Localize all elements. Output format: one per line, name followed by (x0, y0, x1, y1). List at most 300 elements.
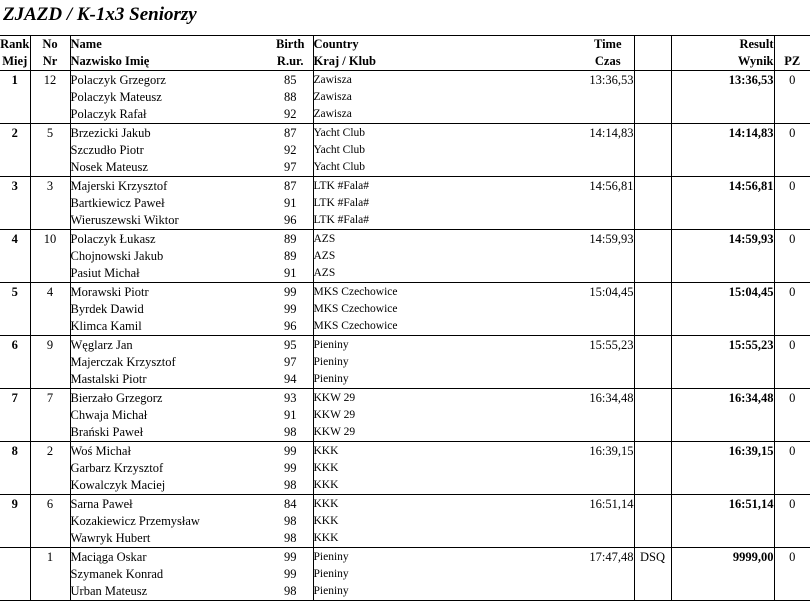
birth-year-cell: 95 (268, 336, 313, 355)
team-member-row (0, 424, 810, 442)
club-cell: Pieniny (313, 548, 522, 567)
start-number-cell (30, 354, 70, 371)
status-cell (634, 142, 671, 159)
rank-cell (0, 371, 30, 389)
club-cell: Pieniny (313, 583, 522, 601)
rank-cell (0, 301, 30, 318)
status-cell (634, 477, 671, 495)
club-cell: KKW 29 (313, 389, 522, 408)
result-cell (671, 583, 774, 601)
status-cell (634, 566, 671, 583)
athlete-name-cell: Garbarz Krzysztof (70, 461, 164, 475)
club-cell: KKK (313, 479, 339, 491)
time-cell (522, 583, 634, 601)
result-cell: 15:04,45 (671, 283, 774, 302)
start-number-cell (30, 301, 70, 318)
birth-year-cell: 91 (268, 407, 313, 424)
start-number-cell: 6 (30, 495, 70, 514)
rank-cell (0, 354, 30, 371)
start-number-cell (30, 195, 70, 212)
penalty-cell: 0 (774, 124, 810, 143)
status-cell (634, 513, 671, 530)
athlete-name-cell: Polaczyk Łukasz (70, 230, 268, 249)
status-cell (634, 248, 671, 265)
penalty-cell (774, 195, 810, 212)
club-cell: Yacht Club (313, 161, 366, 173)
header-row (0, 36, 810, 71)
start-number-cell: 1 (30, 548, 70, 567)
birth-year-cell: 99 (268, 460, 313, 477)
rank-cell: 2 (0, 124, 30, 143)
penalty-cell (774, 159, 810, 177)
penalty-cell (774, 265, 810, 283)
start-number-cell: 12 (30, 71, 70, 90)
athlete-name-cell: Polaczyk Rafał (70, 107, 147, 121)
athlete-name-cell: Nosek Mateusz (70, 160, 148, 174)
club-cell: MKS Czechowice (313, 320, 398, 332)
athlete-name-cell: Pasiut Michał (70, 266, 140, 280)
result-cell: 13:36,53 (671, 71, 774, 90)
status-cell (634, 283, 671, 302)
team-member-row (0, 265, 810, 283)
time-cell (522, 159, 634, 177)
birth-year-cell: 89 (268, 248, 313, 265)
team-member-row (0, 124, 810, 143)
athlete-name-cell: Majerski Krzysztof (70, 177, 268, 196)
athlete-name-cell: Węglarz Jan (70, 336, 268, 355)
team-member-row (0, 71, 810, 90)
header-status (634, 36, 671, 71)
start-number-cell (30, 477, 70, 495)
team-member-row (0, 142, 810, 159)
result-cell (671, 248, 774, 265)
result-cell (671, 318, 774, 336)
birth-year-cell: 96 (268, 318, 313, 336)
penalty-cell (774, 477, 810, 495)
birth-year-cell: 88 (268, 89, 313, 106)
rank-cell (0, 513, 30, 530)
athlete-name-cell: Mastalski Piotr (70, 372, 147, 386)
status-cell (634, 106, 671, 124)
result-cell (671, 106, 774, 124)
time-cell (522, 477, 634, 495)
result-cell (671, 460, 774, 477)
penalty-cell (774, 583, 810, 601)
result-cell (671, 477, 774, 495)
athlete-name-cell: Kozakiewicz Przemysław (70, 514, 200, 528)
start-number-cell (30, 371, 70, 389)
team-member-row (0, 177, 810, 196)
birth-year-cell: 87 (268, 177, 313, 196)
athlete-name-cell: Chojnowski Jakub (70, 249, 164, 263)
status-cell (634, 89, 671, 106)
athlete-name-cell: Majerczak Krzysztof (70, 355, 176, 369)
time-cell (522, 301, 634, 318)
start-number-cell (30, 212, 70, 230)
club-cell: Pieniny (313, 568, 349, 580)
result-cell (671, 212, 774, 230)
status-cell (634, 159, 671, 177)
club-cell: Pieniny (313, 356, 349, 368)
results-body (0, 71, 810, 601)
status-cell (634, 265, 671, 283)
status-cell (634, 460, 671, 477)
result-cell (671, 89, 774, 106)
club-cell: KKK (313, 495, 522, 514)
result-cell (671, 195, 774, 212)
status-cell (634, 371, 671, 389)
club-cell: MKS Czechowice (313, 283, 522, 302)
header-pz: PZ (784, 54, 801, 68)
time-cell: 14:56,81 (522, 177, 634, 196)
birth-year-cell: 84 (268, 495, 313, 514)
time-cell (522, 371, 634, 389)
start-number-cell (30, 142, 70, 159)
rank-cell: 6 (0, 336, 30, 355)
penalty-cell: 0 (774, 336, 810, 355)
club-cell: AZS (313, 230, 522, 249)
time-cell (522, 248, 634, 265)
birth-year-cell: 92 (268, 106, 313, 124)
penalty-cell (774, 354, 810, 371)
start-number-cell (30, 159, 70, 177)
penalty-cell (774, 212, 810, 230)
team-member-row (0, 230, 810, 249)
result-cell: 14:59,93 (671, 230, 774, 249)
status-cell (634, 124, 671, 143)
rank-cell: 7 (0, 389, 30, 408)
status-cell (634, 301, 671, 318)
result-cell (671, 371, 774, 389)
rank-cell (0, 212, 30, 230)
athlete-name-cell: Urban Mateusz (70, 583, 268, 601)
start-number-cell (30, 583, 70, 601)
club-cell: AZS (313, 250, 336, 262)
team-member-row (0, 159, 810, 177)
time-cell (522, 142, 634, 159)
header-rank: Rank Miej (0, 36, 30, 71)
penalty-cell (774, 513, 810, 530)
team-member-row (0, 513, 810, 530)
result-cell: 9999,00 (671, 548, 774, 567)
athlete-name-cell: Polaczyk Mateusz (70, 90, 162, 104)
athlete-name-cell: Byrdek Dawid (70, 302, 144, 316)
birth-year-cell: 99 (268, 442, 313, 461)
penalty-cell (774, 424, 810, 442)
time-cell (522, 407, 634, 424)
time-cell (522, 354, 634, 371)
result-cell (671, 354, 774, 371)
birth-year-cell: 97 (268, 354, 313, 371)
result-cell: 14:56,81 (671, 177, 774, 196)
status-cell (634, 212, 671, 230)
team-member-row (0, 354, 810, 371)
birth-year-cell: 91 (268, 195, 313, 212)
rank-cell (0, 159, 30, 177)
start-number-cell: 5 (30, 124, 70, 143)
birth-year-cell: 96 (268, 212, 313, 230)
status-cell (634, 354, 671, 371)
rank-cell: 5 (0, 283, 30, 302)
status-cell (634, 71, 671, 90)
start-number-cell (30, 407, 70, 424)
team-member-row (0, 442, 810, 461)
club-cell: LTK #Fala# (313, 214, 369, 226)
athlete-name-cell: Szymanek Konrad (70, 567, 164, 581)
penalty-cell: 0 (774, 177, 810, 196)
penalty-cell: 0 (774, 389, 810, 408)
start-number-cell (30, 566, 70, 583)
penalty-cell (774, 301, 810, 318)
penalty-cell: 0 (774, 230, 810, 249)
club-cell: Yacht Club (313, 144, 366, 156)
time-cell (522, 513, 634, 530)
team-member-row (0, 389, 810, 408)
birth-year-cell: 87 (268, 124, 313, 143)
birth-year-cell: 98 (268, 424, 313, 442)
start-number-cell (30, 513, 70, 530)
athlete-name-cell: Sarna Paweł (70, 495, 268, 514)
result-cell: 14:14,83 (671, 124, 774, 143)
rank-cell (0, 89, 30, 106)
rank-cell (0, 548, 30, 567)
result-cell (671, 407, 774, 424)
team-member-row (0, 89, 810, 106)
athlete-name-cell: Polaczyk Grzegorz (70, 71, 268, 90)
team-member-row (0, 477, 810, 495)
start-number-cell (30, 318, 70, 336)
result-cell (671, 142, 774, 159)
result-cell: 16:34,48 (671, 389, 774, 408)
time-cell (522, 424, 634, 442)
status-cell (634, 583, 671, 601)
club-cell: KKK (313, 515, 339, 527)
start-number-cell (30, 424, 70, 442)
team-member-row (0, 407, 810, 424)
status-cell (634, 336, 671, 355)
rank-cell (0, 142, 30, 159)
start-number-cell: 10 (30, 230, 70, 249)
header-time: Time Czas (522, 36, 634, 71)
result-cell (671, 513, 774, 530)
rank-cell (0, 566, 30, 583)
athlete-name-cell: Szczudło Piotr (70, 143, 144, 157)
time-cell (522, 530, 634, 548)
result-cell: 16:51,14 (671, 495, 774, 514)
status-cell (634, 318, 671, 336)
start-number-cell (30, 89, 70, 106)
birth-year-cell: 92 (268, 142, 313, 159)
club-cell: LTK #Fala# (313, 197, 369, 209)
rank-cell: 9 (0, 495, 30, 514)
status-cell: DSQ (634, 548, 671, 567)
club-cell: LTK #Fala# (313, 177, 522, 196)
start-number-cell: 7 (30, 389, 70, 408)
page-title: ZJAZD / K-1x3 Seniorzy (3, 4, 197, 25)
club-cell: Zawisza (313, 91, 352, 103)
start-number-cell (30, 530, 70, 548)
penalty-cell: 0 (774, 71, 810, 90)
penalty-cell (774, 566, 810, 583)
birth-year-cell: 99 (268, 283, 313, 302)
birth-year-cell: 98 (268, 513, 313, 530)
team-member-row (0, 195, 810, 212)
penalty-cell (774, 89, 810, 106)
result-cell (671, 530, 774, 548)
team-member-row (0, 566, 810, 583)
penalty-cell (774, 318, 810, 336)
time-cell: 15:04,45 (522, 283, 634, 302)
club-cell: Zawisza (313, 71, 522, 90)
birth-year-cell: 89 (268, 230, 313, 249)
start-number-cell: 2 (30, 442, 70, 461)
athlete-name-cell: Wawryk Hubert (70, 531, 151, 545)
status-cell (634, 389, 671, 408)
result-cell (671, 566, 774, 583)
club-cell: Yacht Club (313, 124, 522, 143)
rank-cell (0, 424, 30, 442)
start-number-cell (30, 265, 70, 283)
time-cell: 15:55,23 (522, 336, 634, 355)
time-cell (522, 318, 634, 336)
team-member-row (0, 106, 810, 124)
time-cell (522, 212, 634, 230)
rank-cell (0, 407, 30, 424)
start-number-cell: 9 (30, 336, 70, 355)
club-cell: Pieniny (313, 336, 522, 355)
penalty-cell: 0 (774, 495, 810, 514)
team-member-row (0, 460, 810, 477)
status-cell (634, 530, 671, 548)
result-cell (671, 424, 774, 442)
rank-cell (0, 265, 30, 283)
result-cell: 15:55,23 (671, 336, 774, 355)
rank-cell (0, 530, 30, 548)
result-cell (671, 159, 774, 177)
penalty-cell (774, 371, 810, 389)
start-number-cell (30, 248, 70, 265)
status-cell (634, 195, 671, 212)
team-member-row (0, 248, 810, 265)
rank-cell (0, 477, 30, 495)
header-country: Country Kraj / Klub (313, 37, 377, 68)
club-cell: KKW 29 (313, 426, 356, 438)
team-member-row (0, 212, 810, 230)
rank-cell: 1 (0, 71, 30, 90)
start-number-cell: 4 (30, 283, 70, 302)
penalty-cell: 0 (774, 548, 810, 567)
header-result: Result Wynik (671, 36, 774, 71)
result-cell (671, 265, 774, 283)
club-cell: KKK (313, 532, 339, 544)
birth-year-cell: 99 (268, 548, 313, 567)
header-no: No Nr (30, 36, 70, 71)
athlete-name-cell: Wieruszewski Wiktor (70, 213, 179, 227)
penalty-cell: 0 (774, 442, 810, 461)
athlete-name-cell: Klimca Kamil (70, 319, 142, 333)
athlete-name-cell: Maciąga Oskar (70, 548, 268, 567)
time-cell: 16:39,15 (522, 442, 634, 461)
penalty-cell (774, 407, 810, 424)
club-cell: KKW 29 (313, 409, 356, 421)
penalty-cell (774, 142, 810, 159)
rank-cell: 8 (0, 442, 30, 461)
team-member-row (0, 371, 810, 389)
team-member-row (0, 583, 810, 601)
team-member-row (0, 495, 810, 514)
athlete-name-cell: Woś Michał (70, 442, 268, 461)
birth-year-cell: 98 (268, 530, 313, 548)
time-cell (522, 106, 634, 124)
club-cell: AZS (313, 267, 336, 279)
penalty-cell: 0 (774, 283, 810, 302)
team-member-row (0, 336, 810, 355)
rank-cell (0, 106, 30, 124)
status-cell (634, 424, 671, 442)
start-number-cell: 3 (30, 177, 70, 196)
club-cell: Zawisza (313, 108, 352, 120)
rank-cell: 3 (0, 177, 30, 196)
header-birth: Birth R.ur. (268, 36, 313, 71)
rank-cell (0, 318, 30, 336)
time-cell (522, 566, 634, 583)
time-cell (522, 460, 634, 477)
time-cell: 16:34,48 (522, 389, 634, 408)
status-cell (634, 230, 671, 249)
time-cell (522, 195, 634, 212)
time-cell: 16:51,14 (522, 495, 634, 514)
team-member-row (0, 548, 810, 567)
start-number-cell (30, 106, 70, 124)
club-cell: KKK (313, 442, 522, 461)
status-cell (634, 407, 671, 424)
birth-year-cell: 91 (268, 265, 313, 283)
time-cell (522, 89, 634, 106)
club-cell: KKK (313, 462, 339, 474)
time-cell: 17:47,48 (522, 548, 634, 567)
team-member-row (0, 283, 810, 302)
status-cell (634, 442, 671, 461)
penalty-cell (774, 106, 810, 124)
athlete-name-cell: Chwaja Michał (70, 408, 148, 422)
team-member-row (0, 301, 810, 318)
birth-year-cell: 98 (268, 477, 313, 495)
athlete-name-cell: Brański Paweł (70, 425, 144, 439)
status-cell (634, 177, 671, 196)
time-cell: 14:59,93 (522, 230, 634, 249)
result-cell: 16:39,15 (671, 442, 774, 461)
results-table (0, 35, 810, 601)
team-member-row (0, 318, 810, 336)
birth-year-cell: 94 (268, 371, 313, 389)
birth-year-cell: 98 (268, 583, 313, 601)
rank-cell (0, 460, 30, 477)
start-number-cell (30, 460, 70, 477)
birth-year-cell: 93 (268, 389, 313, 408)
athlete-name-cell: Bartkiewicz Paweł (70, 196, 165, 210)
athlete-name-cell: Morawski Piotr (70, 283, 268, 302)
team-member-row (0, 530, 810, 548)
rank-cell (0, 583, 30, 601)
birth-year-cell: 97 (268, 159, 313, 177)
athlete-name-cell: Kowalczyk Maciej (70, 478, 166, 492)
time-cell: 14:14,83 (522, 124, 634, 143)
rank-cell (0, 248, 30, 265)
time-cell (522, 265, 634, 283)
birth-year-cell: 99 (268, 301, 313, 318)
rank-cell: 4 (0, 230, 30, 249)
time-cell: 13:36,53 (522, 71, 634, 90)
